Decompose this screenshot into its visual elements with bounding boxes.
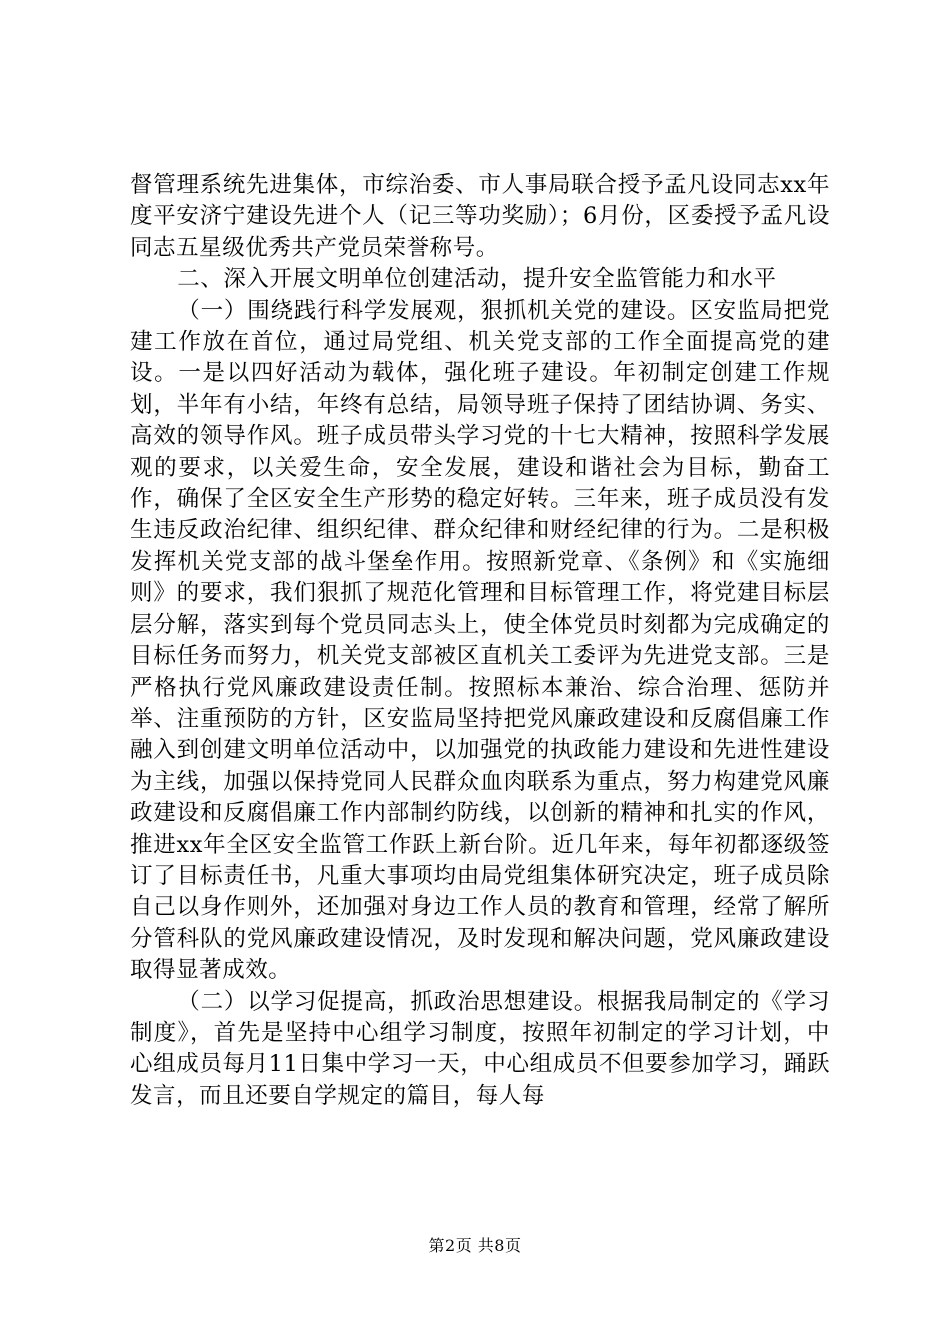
paragraph-party-building: （一）围绕践行科学发展观，狠抓机关党的建设。区安监局把党建工作放在首位，通过局党组、机关党支部的工作全面提高党的建设。一是以四好活动为载体，强化班子建设。年初制定创建工作规划，半年有小结，年终有总结，局领导班子保持了团结协调、务实、高效的领导作风。班子成员带头学习党的十七大精神，按照科学发展观的要求，以关爱生命，安全发展，建设和谐社会为目标，勤奋工作，确保了全区安全生产形势的稳定好转。三年来，班子成员没有发生违反政治纪律、组织纪律、群众纪律和财经纪律的行为。二是积极发挥机关党支部的战斗堡垒作用。按照新党章、《条例》和《实施细则》的要求，我们狠抓了规范化管理和目标管理工作，将党建目标层层分解，落实到每个党员同志头上，使全体党员时刻都为完成确定的目标任务而努力，机关党支部被区直机关工委评为先进党支部。三是严格执行党风廉政建设责任制。按照标本兼治、综合治理、惩防并举、注重预防的方针，区安监局坚持把党风廉政建设和反腐倡廉工作融入到创建文明单位活动中，以加强党的执政能力建设和先进性建设为主线，加强以保持党同人民群众血肉联系为重点，努力构建党风廉政建设和反腐倡廉工作内部制约防线，以创新的精神和扎实的作风，推进xx年全区安全监管工作跃上新台阶。近几年来，每年初都逐级签订了目标责任书，凡重大事项均由局党组集体研究决定，班子成员除自己以身作则外，还加强对身边工作人员的教育和管理，经常了解所分管科队的党风廉政建设情况，及时发现和解决问题，党风廉政建设取得显著成效。 [130, 297, 830, 984]
section-heading: 二、深入开展文明单位创建活动，提升安全监管能力和水平 [177, 266, 777, 293]
paragraph-continuation: 督管理系统先进集体，市综治委、市人事局联合授予孟凡设同志xx年度平安济宁建设先进个人（记三等功奖励）；6月份，区委授予孟凡设同志五星级优秀共产党员荣誉称号。 [130, 172, 830, 261]
document-body [130, 170, 830, 1112]
paragraph-study-promotion: （二）以学习促提高，抓政治思想建设。根据我局制定的《学习制度》，首先是坚持中心组学习制度，按照年初制定的学习计划，中心组成员每月11日集中学习一天，中心组成员不但要参加学习，踊跃发言，而且还要自学规定的篇目，每人每 [130, 988, 830, 1109]
page-footer: 第2页 共8页 [428, 1236, 522, 1255]
